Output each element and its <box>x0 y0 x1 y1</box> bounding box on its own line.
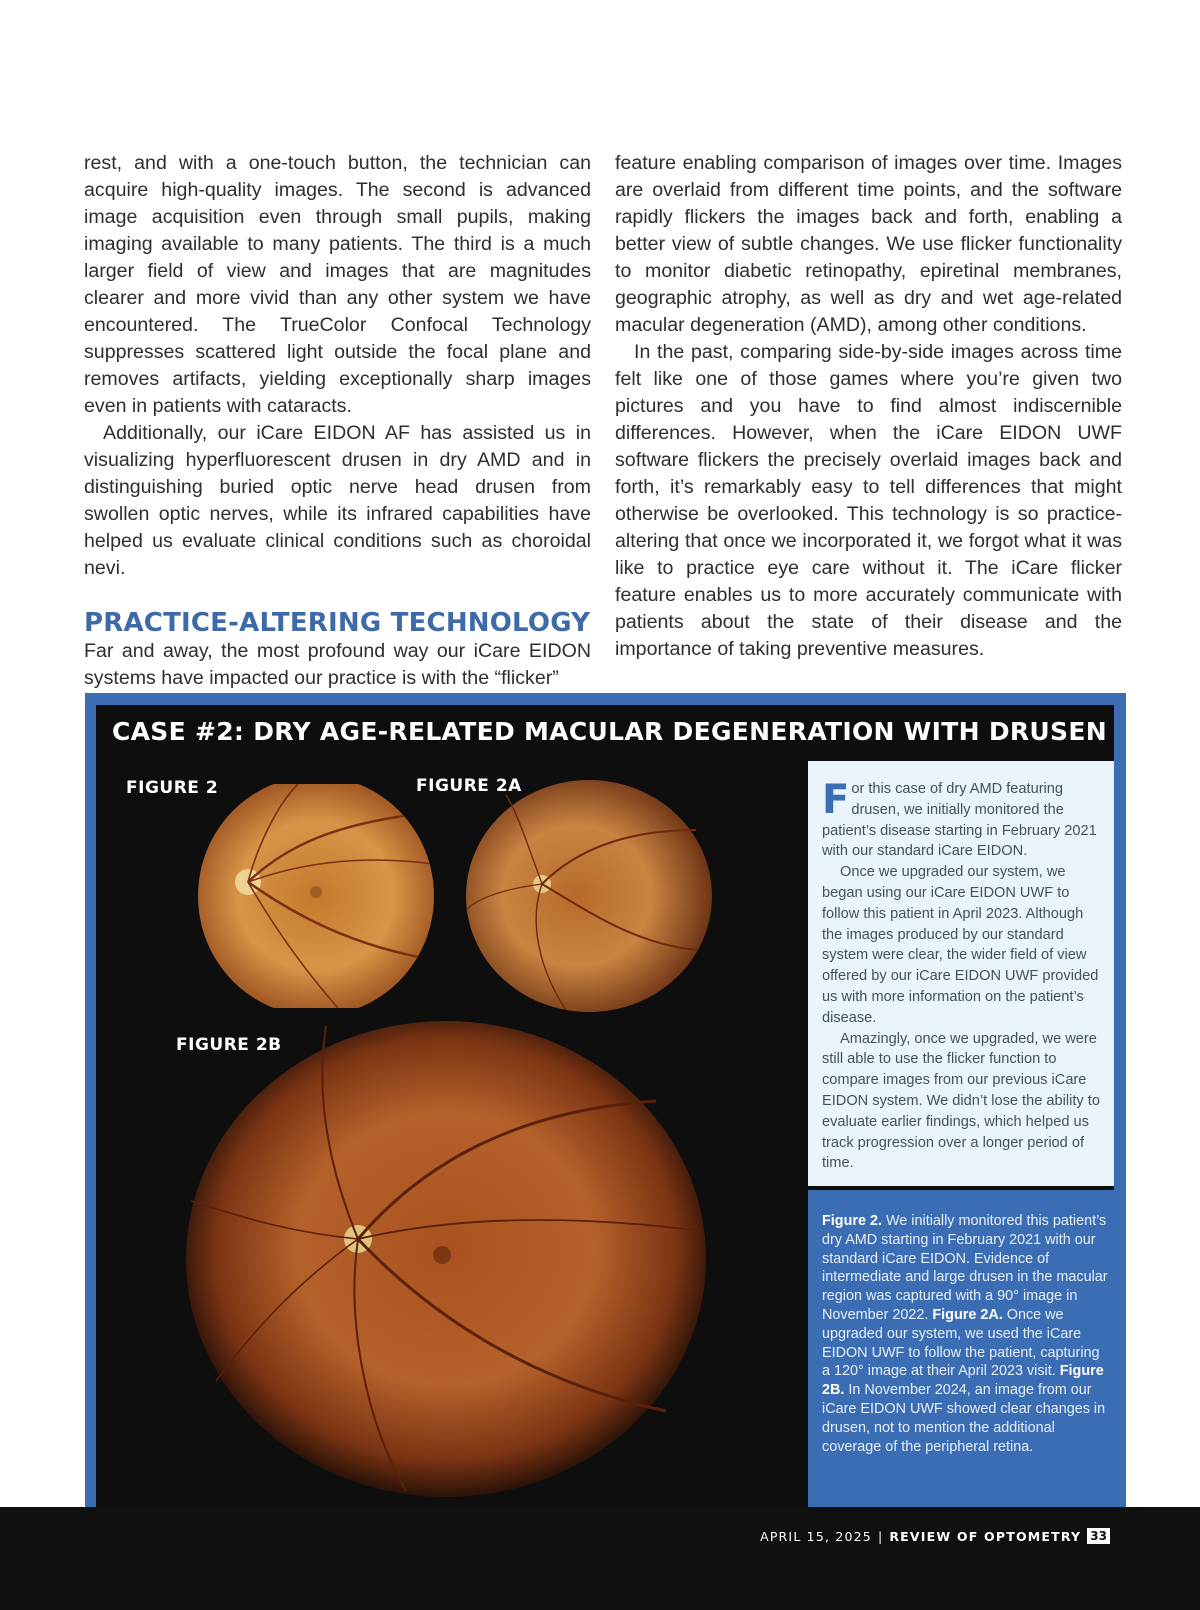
figure-caption <box>808 1190 1126 1508</box>
publication-name: REVIEW OF OPTOMETRY <box>889 1528 1082 1544</box>
article-right-column <box>615 150 1122 663</box>
caption-label-fig2b: Figure 2B. <box>822 1363 1104 1399</box>
body-paragraph: Additionally, our iCare EIDON AF has assisted us in visualizing hyperfluorescent drusen in dry AMD and in distinguishing buried optic nerve head drusen from swollen optic nerves, while its infrared capabilities have helped us evaluate clinical conditions such as choroidal nevi. <box>84 422 591 579</box>
sidebar-paragraph <box>822 779 1100 862</box>
caption-text: We initially monitored this patient’s dry AMD starting in February 2021 with our standard iCare EIDON. Evidence of intermediate and large drusen in the macular region was captured with a 90° image in November 2022. <box>822 1213 1108 1323</box>
drop-cap: F <box>822 777 850 823</box>
page-number: 33 <box>1087 1528 1110 1544</box>
article-left-column <box>84 150 591 692</box>
sidebar-text: or this case of dry AMD featuring drusen, we initially monitored the patient’s disease starting in February 2021 with our standard iCare EIDON. <box>822 781 1097 860</box>
caption-text: Once we upgraded our system, we used the iCare EIDON UWF to follow the patient, capturing a 120° image at their April 2023 visit. <box>822 1306 1100 1380</box>
sidebar-paragraph: Amazingly, once we upgraded, we were still able to use the flicker function to compare images from our previous iCare EIDON system. We didn’t lose the ability to evaluate earlier findings, which helped us track progression over a longer period of time. <box>822 1030 1100 1172</box>
caption-text: In November 2024, an image from our iCare EIDON UWF showed clear changes in drusen, not to mention the additional coverage of the peripheral retina. <box>822 1382 1106 1455</box>
body-paragraph: feature enabling comparison of images over time. Images are overlaid from different time points, and the software rapidly flickers the images back and forth, enabling a better view of subtle changes. We use flicker functionality to monitor diabetic retinopathy, epiretinal membranes, geographic atrophy, as well as dry and wet age-related macular degeneration (AMD), among other conditions. <box>615 152 1122 336</box>
figure-2b-label: FIGURE 2B <box>176 1035 282 1055</box>
fundus-image-figure-2a <box>466 780 712 1012</box>
caption-label-fig2a: Figure 2A. <box>932 1306 1003 1323</box>
issue-date: APRIL 15, 2025 <box>760 1528 872 1544</box>
footer-folio <box>760 1528 1110 1544</box>
sidebar-paragraph: Once we upgraded our system, we began using our iCare EIDON UWF to follow this patient in April 2023. Although the images produced by our standard system were clear, the wider field of view offered by our iCare EIDON UWF provided us with more information on the patient’s disease. <box>822 864 1099 1026</box>
case-title: CASE #2: DRY AGE-RELATED MACULAR DEGENERATION WITH DRUSEN <box>112 717 1107 746</box>
figure-2a-label: FIGURE 2A <box>416 776 522 796</box>
page-footer <box>0 1507 1200 1610</box>
body-paragraph: rest, and with a one-touch button, the technician can acquire high-quality images. The second is advanced image acquisition even through small pupils, making imaging available to many patients. The third is a much larger field of view and images that are magnitudes clearer and more vivid than any other system we have encountered. The TrueColor Confocal Technology suppresses scattered light outside the focal plane and removes artifacts, yielding exceptionally sharp images even in patients with cataracts. <box>84 152 591 417</box>
folio-separator: | <box>877 1528 884 1544</box>
body-paragraph: In the past, comparing side-by-side images across time felt like one of those games where you’re given two pictures and you have to find almost indiscernible differences. However, when the iCare EIDON UWF software flickers the precisely overlaid images back and forth, it’s remarkably easy to tell differences that might otherwise be overlooked. This technology is so practice-altering that once we incorporated it, we forgot what it was like to practice eye care without it. The iCare flicker feature enables us to more accurately communicate with patients about the state of their disease and the importance of taking preventive measures. <box>615 341 1122 660</box>
case-sidebar <box>808 761 1114 1186</box>
section-heading: PRACTICE-ALTERING TECHNOLOGY <box>84 608 591 638</box>
fundus-image-figure-2b <box>186 1021 706 1497</box>
body-paragraph: Far and away, the most profound way our iCare EIDON systems have impacted our practice is with the “flicker” <box>84 640 591 689</box>
figure-2-label: FIGURE 2 <box>126 778 219 798</box>
caption-label-fig2: Figure 2. <box>822 1213 882 1229</box>
fundus-image-figure-2 <box>198 784 434 1008</box>
